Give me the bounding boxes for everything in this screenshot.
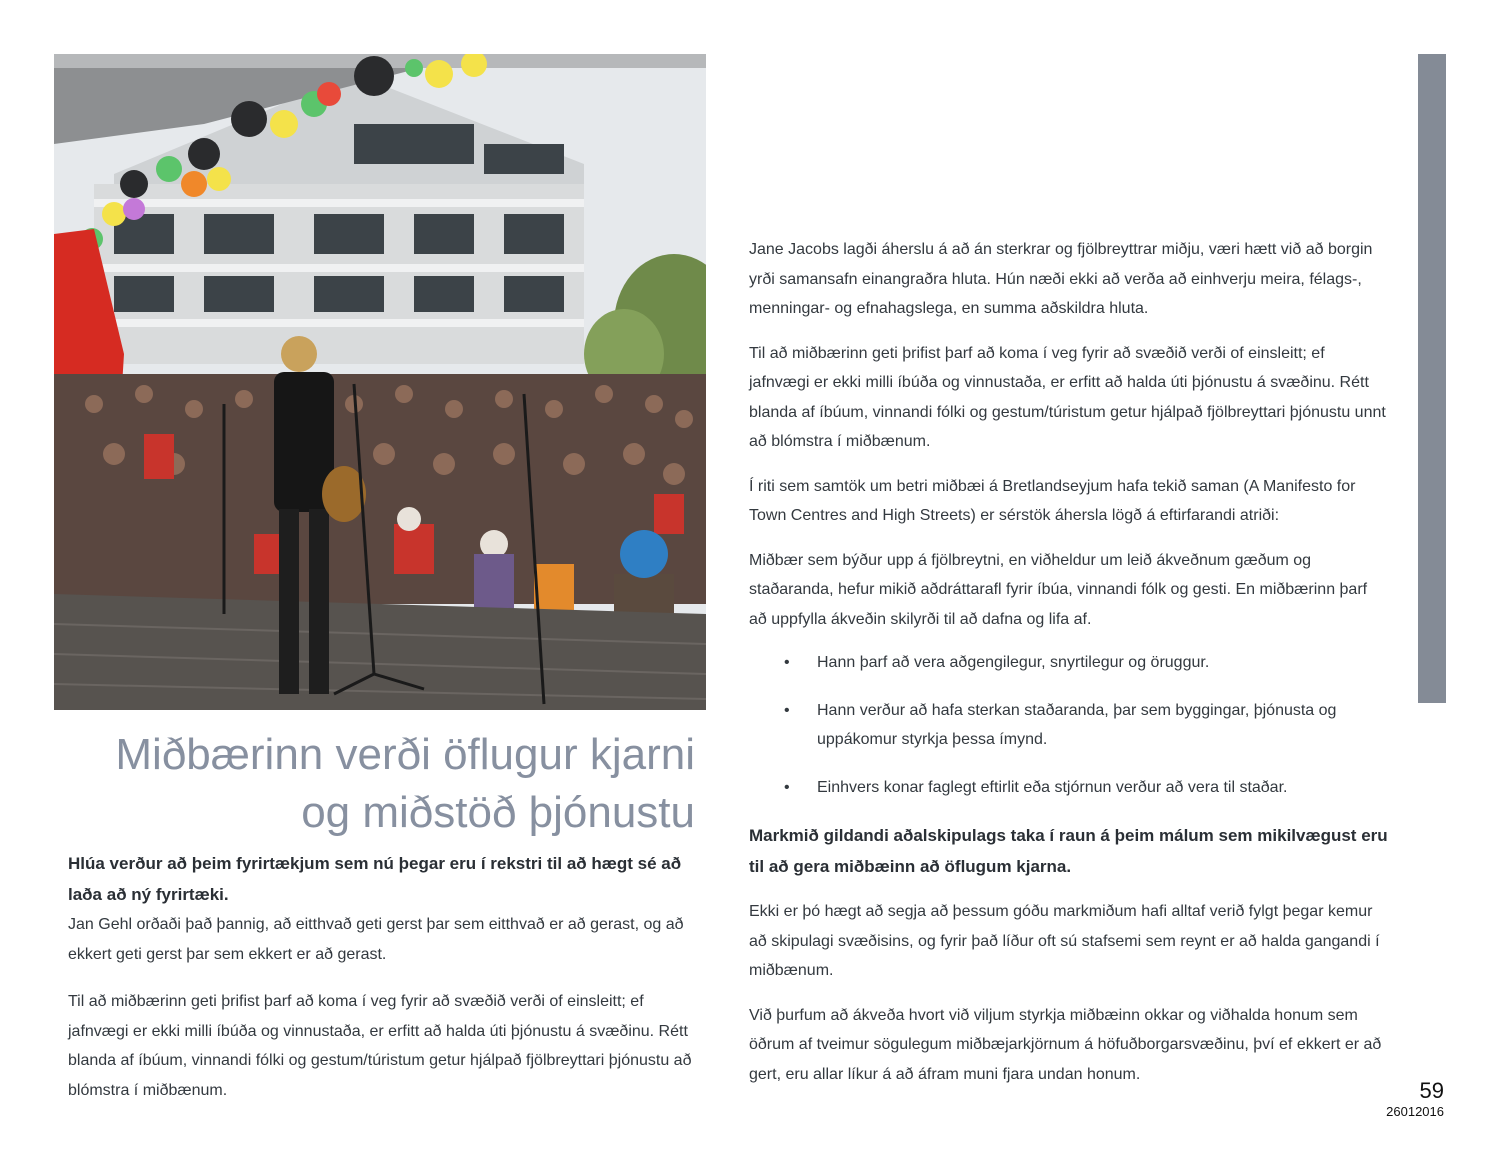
bullet-icon: •: [784, 654, 790, 671]
right-paragraph-3: Í riti sem samtök um betri miðbæi á Bretlandseyjum hafa tekið saman (A Manifesto for Town Centres and High Streets) er sérstök áhersla lögð á eftirfarandi atriði:: [749, 477, 1356, 524]
page-title: [70, 726, 695, 842]
left-column: [68, 848, 703, 1105]
list-item: [749, 696, 1389, 755]
bullet-icon: •: [784, 778, 790, 796]
left-lead-paragraph: Hlúa verður að þeim fyrirtækjum sem nú þegar eru í rekstri til að hægt sé að laða að ný fyrirtæki.: [68, 854, 682, 904]
list-item-text: Hann verður að hafa sterkan staðaranda, þar sem byggingar, þjónusta og uppákomur styrkja þessa ímynd.: [817, 701, 1337, 748]
list-item: [749, 773, 1389, 803]
bullet-icon: •: [784, 701, 790, 719]
right-emphasis-paragraph: Markmið gildandi aðalskipulags taka í raun á þeim málum sem mikilvægust eru til að gera miðbæinn að öflugum kjarna.: [749, 826, 1388, 876]
date-code: 26012016: [1386, 1104, 1444, 1119]
concert-photo: [54, 54, 706, 710]
left-paragraph-2: Til að miðbærinn geti þrifist þarf að koma í veg fyrir að svæðið verði of einsleitt; ef jafnvægi er ekki milli íbúða og vinnustaða, er erfitt að halda úti þjónustu á svæðinu. Rétt blanda af íbúum, vinnandi fólki og gestum/túristum getur hjálpað fjölbreyttari þjónustu að blómstra í miðbænum.: [68, 993, 692, 1099]
right-paragraph-6: Við þurfum að ákveða hvort við viljum styrkja miðbæinn okkar og viðhalda honum sem öðrum af tveimur sögulegum miðbæjarkjörnum á höfuðborgarsvæðinu, því ef ekkert er að gert, eru allar líkur á að áfram muni fjara undan honum.: [749, 1006, 1382, 1083]
right-column: [749, 235, 1389, 1089]
left-paragraph-1: Jan Gehl orðaði það þannig, að eitthvað geti gerst þar sem eitthvað er að gerast, og að ekkert geti gerst þar sem ekkert er að gerast.: [68, 916, 684, 963]
right-paragraph-5: Ekki er þó hægt að segja að þessum góðu markmiðum hafi alltaf verið fylgt þegar kemur að skipulagi svæðisins, og fyrir það líður oft sú stafsemi sem reynt er að halda gangandi í miðbænum.: [749, 903, 1380, 979]
list-item: [749, 648, 1389, 678]
right-paragraph-1: Jane Jacobs lagði áherslu á að án sterkrar og fjölbreyttrar miðju, væri hætt við að borgin yrði samansafn einangraðra hluta. Hún næði ekki að verða að einhverju meira, félags-, menningar- og efnahagslega, en summa aðskildra hluta.: [749, 241, 1373, 317]
right-paragraph-2: Til að miðbærinn geti þrifist þarf að koma í veg fyrir að svæðið verði of einsleitt; ef jafnvægi er ekki milli íbúða og vinnustaða, er erfitt að halda úti þjónustu á svæðinu. Rétt blanda af íbúum, vinnandi fólki og gestum/túristum getur hjálpað fjölbreyttari þjónustu unnt að blómstra í miðbænum.: [749, 344, 1386, 450]
requirements-list: [749, 648, 1389, 802]
page-title-line-2: og miðstöð þjónustu: [301, 788, 695, 837]
concert-photo-illustration: [54, 54, 706, 710]
side-accent-bar: [1418, 54, 1446, 703]
page-number: 59: [1419, 1078, 1444, 1103]
right-paragraph-4: Miðbær sem býður upp á fjölbreytni, en viðheldur um leið ákveðnum gæðum og staðaranda, hefur mikið aðdráttarafl fyrir íbúa, vinnandi fólk og gesti. En miðbærinn þarf að uppfylla ákveðin skilyrði til að dafna og lifa af.: [749, 551, 1368, 628]
list-item-text: Einhvers konar faglegt eftirlit eða stjórnun verður að vera til staðar.: [817, 778, 1288, 796]
list-item-text: Hann þarf að vera aðgengilegur, snyrtilegur og öruggur.: [817, 654, 1210, 671]
page-title-line-1: Miðbærinn verði öflugur kjarni: [115, 730, 695, 779]
